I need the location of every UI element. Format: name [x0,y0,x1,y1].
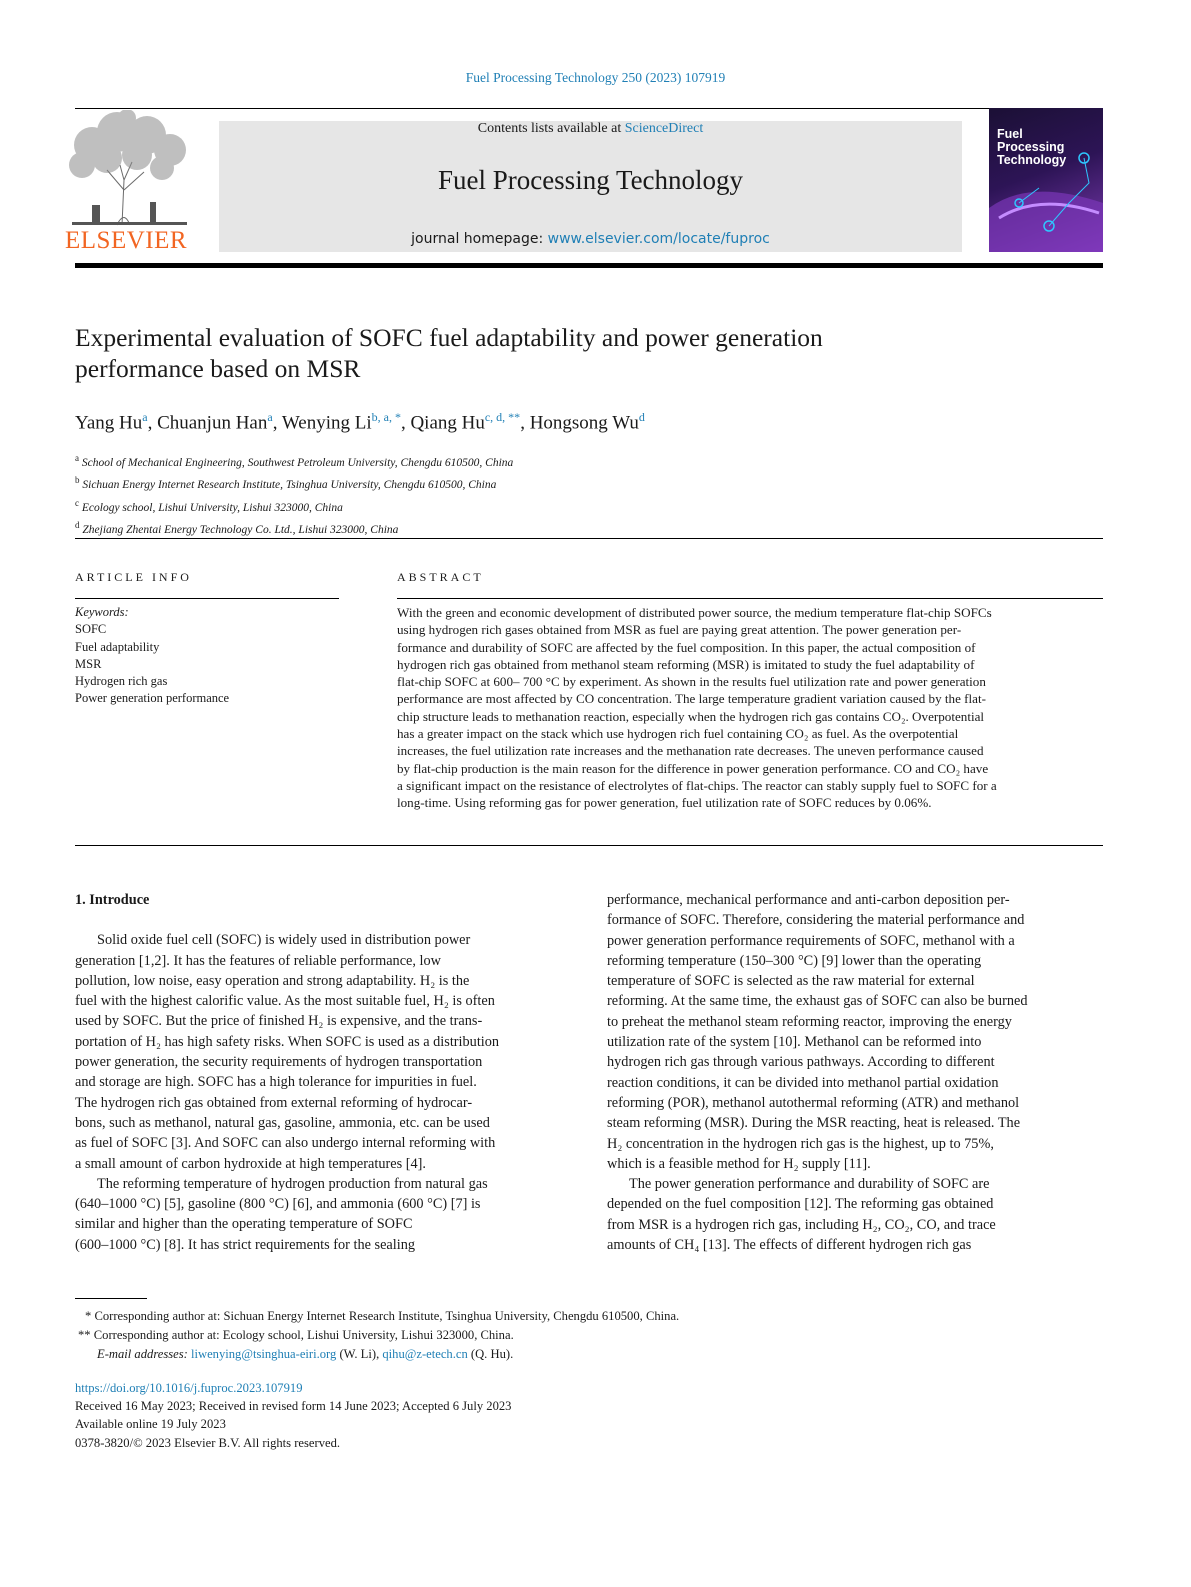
email-link[interactable]: liwenying@tsinghua-eiri.org [190,1347,337,1361]
article-title: Experimental evaluation of SOFC fuel adaptability and power generation performance based on MSR [75,323,823,383]
elsevier-wordmark: ELSEVIER [65,227,188,254]
author-name[interactable]: Chuanjun Han [157,412,268,434]
journal-name: Fuel Processing Technology [437,165,744,195]
footnote-emails: E-mail addresses: liwenying@tsinghua-eiri.org (W. Li), qihu@z-etech.cn (Q. Hu). [97,1347,514,1361]
footnote-rule [75,1298,147,1299]
header-thick-rule [75,263,1103,268]
paragraph: The reforming temperature of hydrogen production from natural gas (640–1000 °C) [5], gasoline (800 °C) [6], and ammonia (600 °C) [7] is similar and higher than the operating temperature of SOFC (600–1000 °C) [8]. It has strict requirements for the sealing [75,1175,488,1253]
author-name[interactable]: Hongsong Wu [529,412,639,434]
footnotes [75,1307,679,1364]
running-head [0,70,1191,86]
abstract-label: ABSTRACT [397,570,484,584]
keywords-label: Keywords: [75,605,129,619]
keyword: Fuel adaptability [75,639,160,654]
affiliation-item: $^b$ Sichuan Energy Internet Research Institute, Tsinghua University, Chengdu 610500, China [75,475,497,492]
received-dates: Received 16 May 2023; Received in revised form 14 June 2023; Accepted 6 July 2023 [75,1399,512,1414]
keyword: SOFC [75,622,107,637]
affiliation-item: $^d$ Zhejiang Zhentai Energy Technology Co. Ltd., Lishui 323000, China [75,519,399,536]
keyword: Power generation performance [75,691,230,706]
paragraph: performance, mechanical performance and anti-carbon deposition per- formance of SOFC. Therefore, considering the material performance and power generation performance requirements of SOFC, methanol with a reforming temperature (150–300 °C) [9] lower than the operating temperature of SOFC is selected as the raw material for external reforming. At the same time, the exhaust gas of SOFC can also be burned to preheat the methanol steam reforming reactor, improving the energy utilization rate of the system [10]. Methanol can be reformed into hydrogen rich gas through various pathways. According to different reaction conditions, it can be divided into methanol partial oxidation reforming (POR), methanol autothermal reforming (ATR) and methanol steam reforming (MSR). During the MSR reacting, heat is released. The H₂ concentration in the hydrogen rich gas is the highest, up to 75%, which is a feasible method for H₂ supply [11]. [607,892,1028,1172]
running-head-link[interactable]: Fuel Processing Technology 250 (2023) 107919 [465,70,726,85]
abstract-text: With the green and economic development of distributed power source, the medium temperature flat-chip SOFCs using hydrogen rich gases obtained from MSR as fuel are paying great attention. The power generation per- formance and durability of SOFC are affected by the fuel composition. In this paper, the actual composition of hydrogen rich gas obtained from methanol steam reforming (MSR) is imitated to study the fuel adaptability of flat-chip SOFC at 600– 700 °C by experiment. As shown in the results fuel utilization rate and power generation performance are most affected by CO concentration. The large temperature gradient variation caused by the flat- chip structure leads to methanation reaction, especially when the hydrogen rich gas contains CO₂. Overpotential has a greater impact on the stack which use hydrogen rich fuel containing CO₂ as fuel. As the overpotential increases, the fuel utilization rate increases and the methanation rate decreases. The uneven performance caused by flat-chip production is the main reason for the difference in power generation performance. CO and CO₂ have a significant impact on the resistance of electrolytes of flat-chips. The reactor can stably supply fuel to SOFC for a long-time. Using reforming gas for power generation, fuel utilization rate of SOFC reduces by 0.06%. [397,605,997,811]
body-left-column [75,890,572,1255]
affiliation-rule [75,538,1103,539]
affiliation-item: $^c$ Ecology school, Lishui University, Lishui 323000, China [75,497,343,514]
affiliations [75,450,513,539]
keyword: Hydrogen rich gas [75,674,168,689]
abstract-rule [397,598,1103,599]
contents-line: Contents lists available at ScienceDirect [477,121,704,136]
author-name[interactable]: Wenying Li [281,412,372,434]
sciencedirect-link[interactable]: ScienceDirect [624,121,704,136]
keyword: MSR [75,656,102,671]
homepage-link[interactable]: www.elsevier.com/locate/fuproc [547,231,770,247]
article-info-label: ARTICLE INFO [75,570,192,584]
online-date: Available online 19 July 2023 [75,1417,226,1432]
keywords-block [75,604,229,708]
author-name[interactable]: Yang Hu [75,412,143,434]
cover-title: Fuel Processing Technology [997,127,1067,167]
paragraph: Solid oxide fuel cell (SOFC) is widely used in distribution power generation [1,2]. It has the features of reliable performance, low pollution, low noise, easy operation and strong adaptability. H₂ is the fuel with the highest calorific value. As the most suitable fuel, H₂ is often used by SOFC. But the price of finished H₂ is expensive, and the trans- portation of H₂ has high safety risks. When SOFC is used as a distribution power generation, the security requirements of hydrogen transportation and storage are high. SOFC has a high tolerance for impurities in fuel. The hydrogen rich gas obtained from external reforming of hydrocar- bons, such as methanol, natural gas, gasoline, ammonia, etc. can be used as fuel of SOFC [3]. And SOFC can also undergo internal reforming with a small amount of carbon hydroxide at high temperatures [4]. [75,932,500,1172]
journal-banner [219,121,962,252]
footnote-corresponding-1: * Corresponding author at: Sichuan Energy Internet Research Institute, Tsinghua University, Chengdu 610500, China. [85,1309,680,1323]
abstract-bottom-rule [75,845,1103,846]
journal-cover[interactable] [989,108,1103,252]
body-right-column [607,890,1103,1255]
doi-link[interactable]: https://doi.org/10.1016/j.fuproc.2023.107919 [75,1381,303,1395]
article-info-rule [75,598,339,599]
author-name[interactable]: Qiang Hu [410,412,485,434]
header-top-rule [75,108,1103,109]
author-list: Yang Hu$^a$, Chuanjun Han$^a$, Wenying $Li^{b, a, *}$, Qiang $Hu^{c, d, **}$, Hongsong Wu$^d$ [75,410,645,434]
article-meta [75,1379,511,1452]
footnote-corresponding-2: ** Corresponding author at: Ecology school, Lishui University, Lishui 323000, China. [78,1328,514,1342]
paragraph: The power generation performance and durability of SOFC are depended on the fuel composition [12]. The reforming gas obtained from MSR is a hydrogen rich gas, including H₂, CO₂, CO, and trace amounts of CH₄ [13]. The effects of different hydrogen rich gas [607,1176,996,1254]
elsevier-tree-icon [62,110,197,228]
journal-homepage: journal homepage: www.elsevier.com/locate/fuproc [411,231,770,247]
section-heading: 1. Introduce [75,892,150,908]
copyright: 0378-3820/© 2023 Elsevier B.V. All rights reserved. [75,1435,341,1450]
email-link[interactable]: qihu@z-etech.cn [382,1347,468,1361]
affiliation-item: $^a$ School of Mechanical Engineering, Southwest Petroleum University, Chengdu 610500, China [75,453,514,469]
elsevier-logo[interactable] [62,110,202,255]
